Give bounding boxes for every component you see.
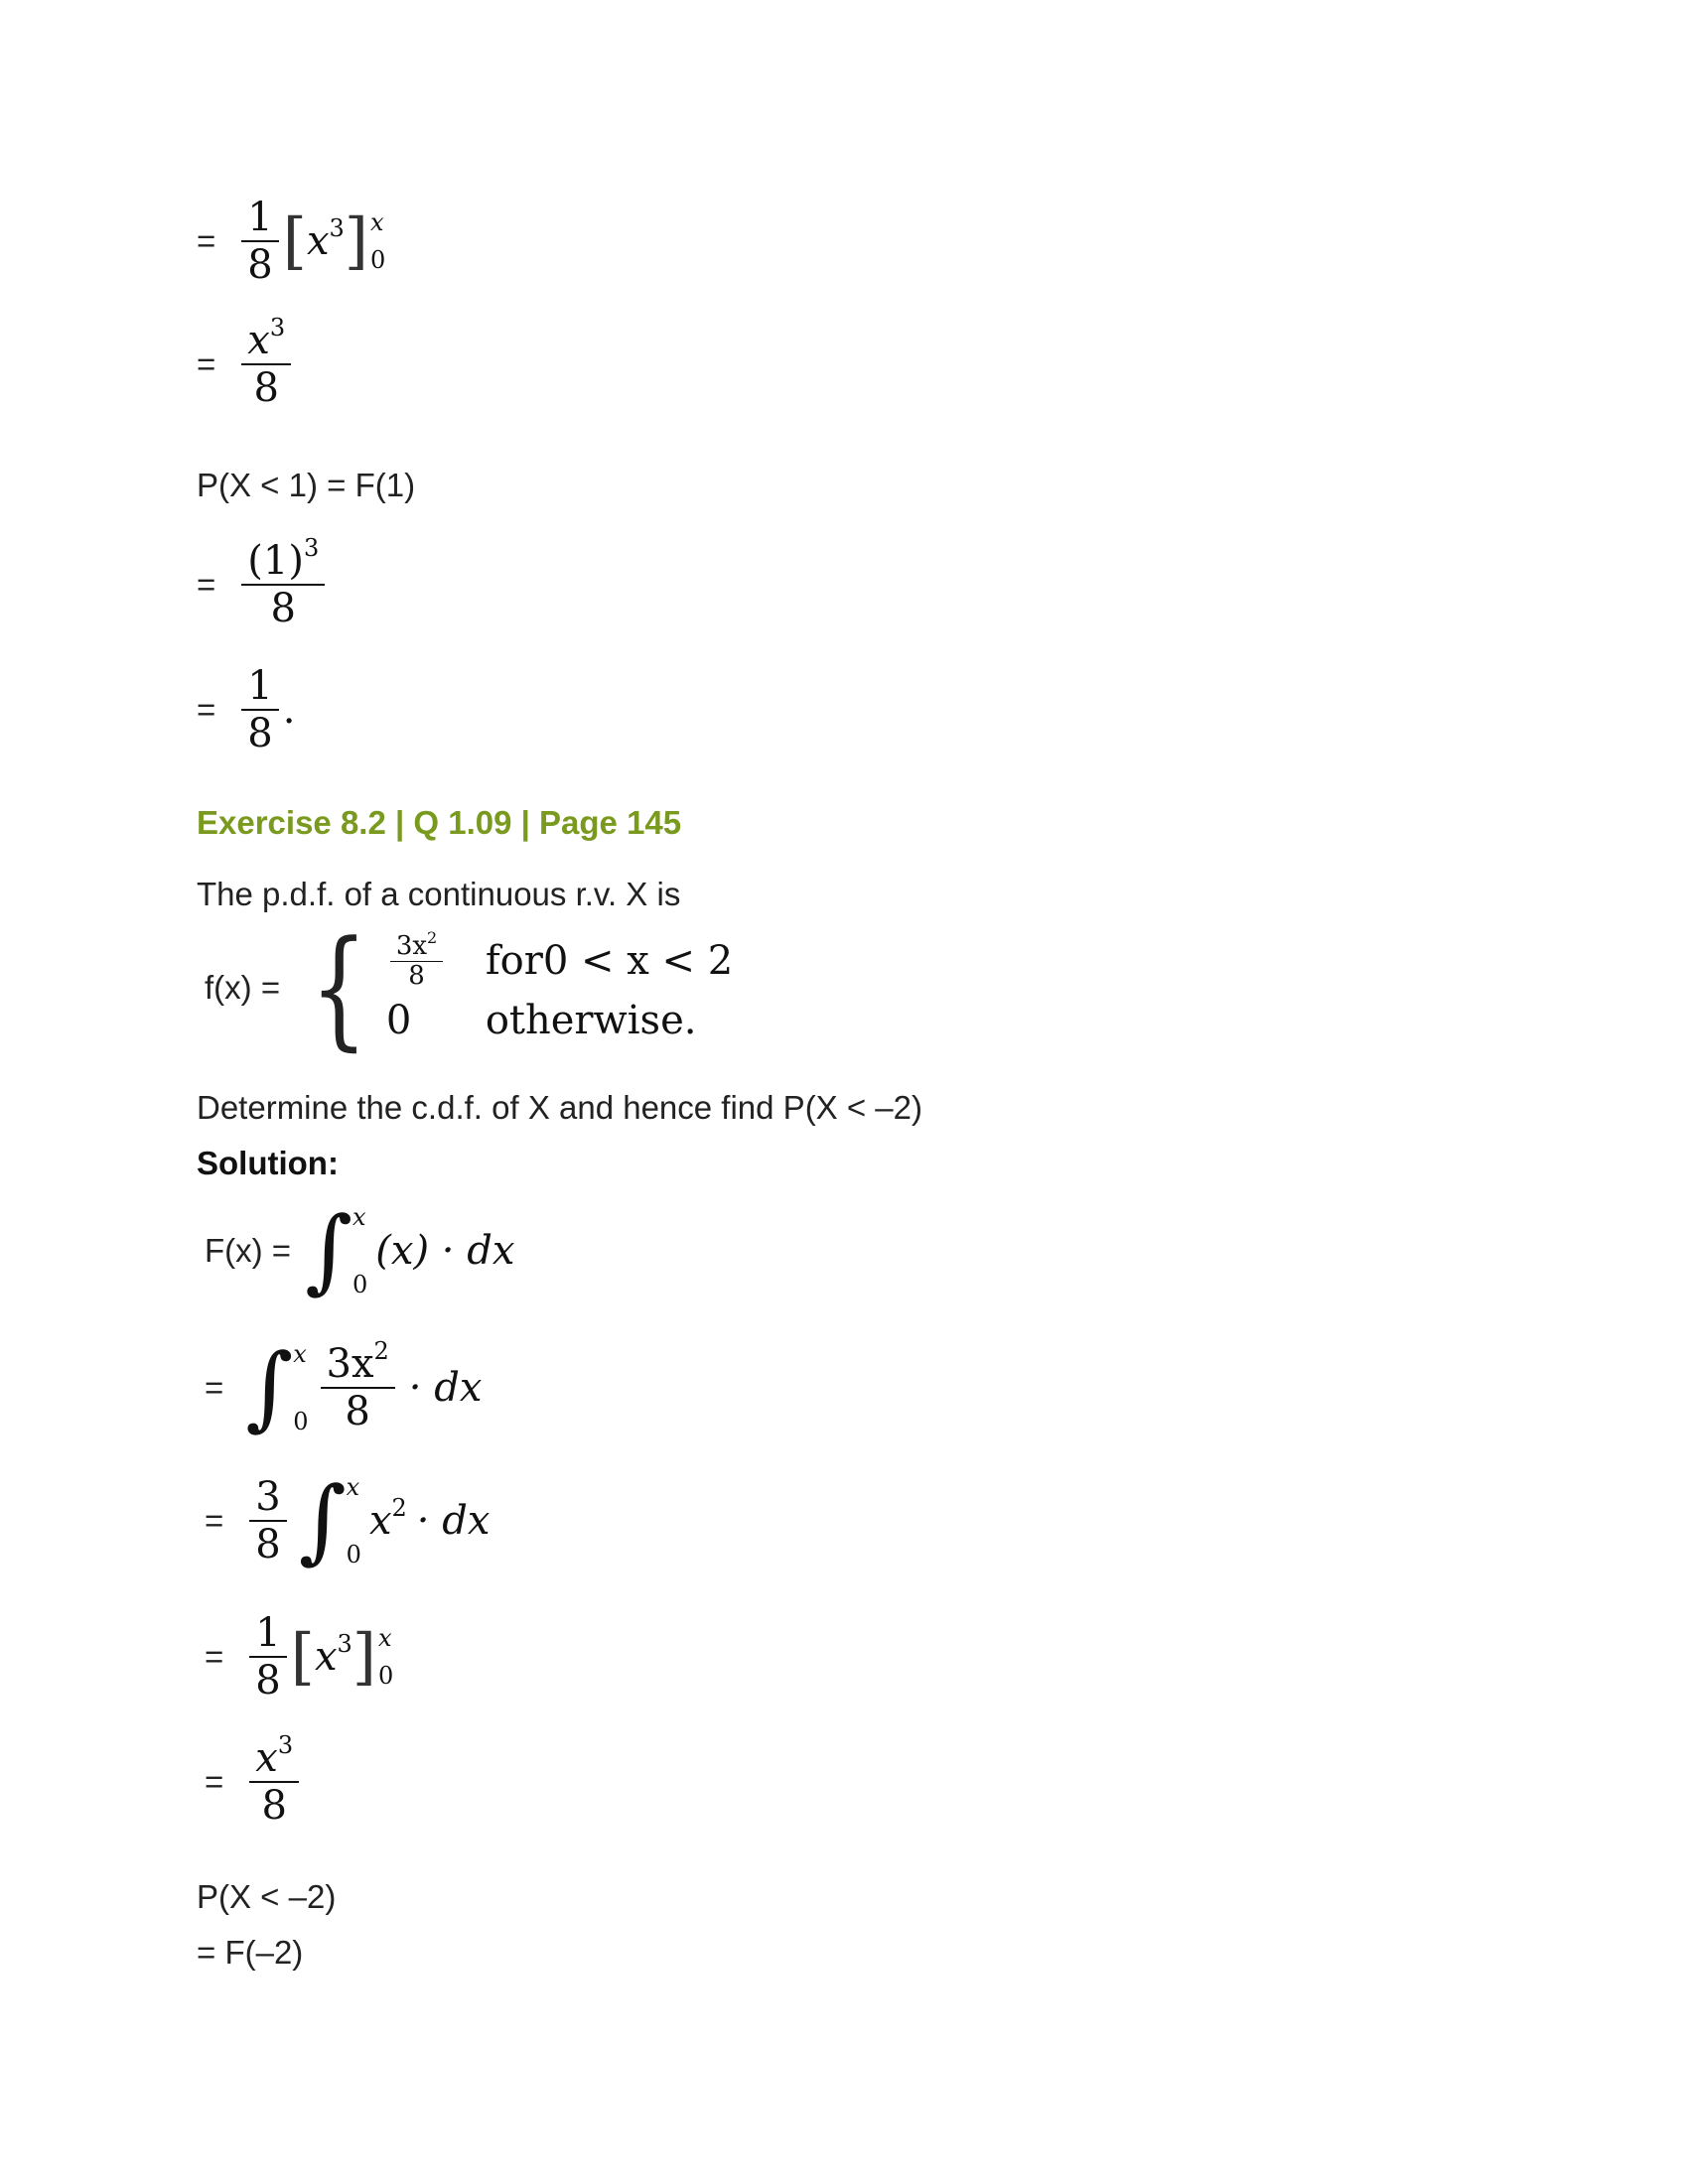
- differential: · dx: [408, 1365, 483, 1411]
- upper-limit: x: [352, 1203, 366, 1231]
- eq-line-cdf-bracket: [205, 1610, 393, 1704]
- integral-sign: ∫ x 0: [245, 1334, 309, 1440]
- Fx-label: F(x) =: [205, 1232, 292, 1269]
- upper-limit: x: [293, 1340, 307, 1368]
- probability-line: P(X < 1) = F(1): [197, 467, 416, 503]
- evaluation-bracket: [ $x^3$ ] x 0: [282, 205, 386, 277]
- lower-limit: 0: [293, 1408, 309, 1435]
- integral-sign: ∫ x 0: [305, 1197, 368, 1303]
- eq-line-x-cubed-over-eight-final: [205, 1731, 303, 1829]
- fx-label: f(x) =: [205, 969, 281, 1006]
- pdf-definition: [205, 912, 734, 1063]
- fraction-3x2-eighth: $\frac{3x^2}{8}$: [321, 1341, 395, 1434]
- probability-eval: = F(–2): [197, 1934, 304, 1971]
- eq-line-cdf-bracket-top: [197, 195, 385, 288]
- equals-sign: =: [205, 1763, 224, 1800]
- eq-line-cdf-integral: [205, 1197, 515, 1303]
- evaluation-bracket: [ $x^3$ ] x 0: [290, 1620, 394, 1693]
- exercise-heading: Exercise 8.2 | Q 1.09 | Page 145: [197, 804, 682, 841]
- fraction-x-cubed-eighth: $\frac{x^3}{8}$: [241, 318, 291, 411]
- lower-limit: 0: [352, 1271, 368, 1298]
- lower-limit: 0: [369, 246, 386, 274]
- equals-sign: =: [197, 691, 216, 728]
- fraction-one-eighth: $\frac{1}{8}$: [241, 195, 278, 288]
- eq-line-x-cubed-over-eight: [197, 314, 295, 411]
- differential: · dx: [416, 1498, 491, 1544]
- integral-sign: ∫ x 0: [298, 1467, 361, 1573]
- fraction-three-eighths: $\frac{3}{8}$: [249, 1474, 286, 1568]
- lower-limit: 0: [377, 1662, 394, 1690]
- upper-limit: x: [377, 1624, 392, 1652]
- fraction-x-cubed-eighth: $\frac{x^3}{8}$: [249, 1735, 299, 1829]
- upper-limit: x: [346, 1473, 360, 1501]
- eq-line-integral-3x2-over-8: [205, 1334, 483, 1440]
- integrand: (x) · dx: [375, 1228, 515, 1274]
- solution-label: Solution:: [197, 1145, 339, 1181]
- equals-sign: =: [205, 1502, 224, 1539]
- case2-condition: otherwise.: [485, 998, 697, 1044]
- case2-value: 0: [385, 998, 412, 1044]
- eq-line-one-cubed-over-eight: [197, 534, 329, 631]
- fraction-one-cubed-eighth: $\frac{(1)^3}{8}$: [241, 538, 325, 631]
- equals-sign: =: [197, 345, 216, 382]
- eq-line-three-eighths-integral: = $\frac{3}{8}$ ∫ x 0 $x^2$ · dx: [205, 1467, 491, 1573]
- fraction-one-eighth: $\frac{1}{8}$: [249, 1610, 286, 1704]
- eq-line-result-one-eighth: = $\frac{1}{8}$ .: [197, 663, 296, 756]
- probability-query: P(X < –2): [197, 1878, 337, 1915]
- question-task: Determine the c.d.f. of X and hence find P(X < –2): [197, 1089, 922, 1126]
- case1-value: $\frac{3x^2}{8}$: [386, 932, 486, 990]
- lower-limit: 0: [346, 1541, 361, 1569]
- equals-sign: =: [197, 222, 216, 259]
- fraction-one-eighth-result: $\frac{1}{8}$: [241, 663, 278, 756]
- upper-limit: x: [369, 208, 384, 236]
- equals-sign: =: [197, 566, 216, 603]
- piecewise-cases: [298, 912, 734, 1063]
- equals-sign: =: [205, 1638, 224, 1675]
- case1-condition: for0 < x < 2: [485, 938, 734, 984]
- question-intro: The p.d.f. of a continuous r.v. X is: [197, 876, 681, 912]
- left-brace: {: [310, 912, 368, 1063]
- equals-sign: =: [205, 1369, 224, 1406]
